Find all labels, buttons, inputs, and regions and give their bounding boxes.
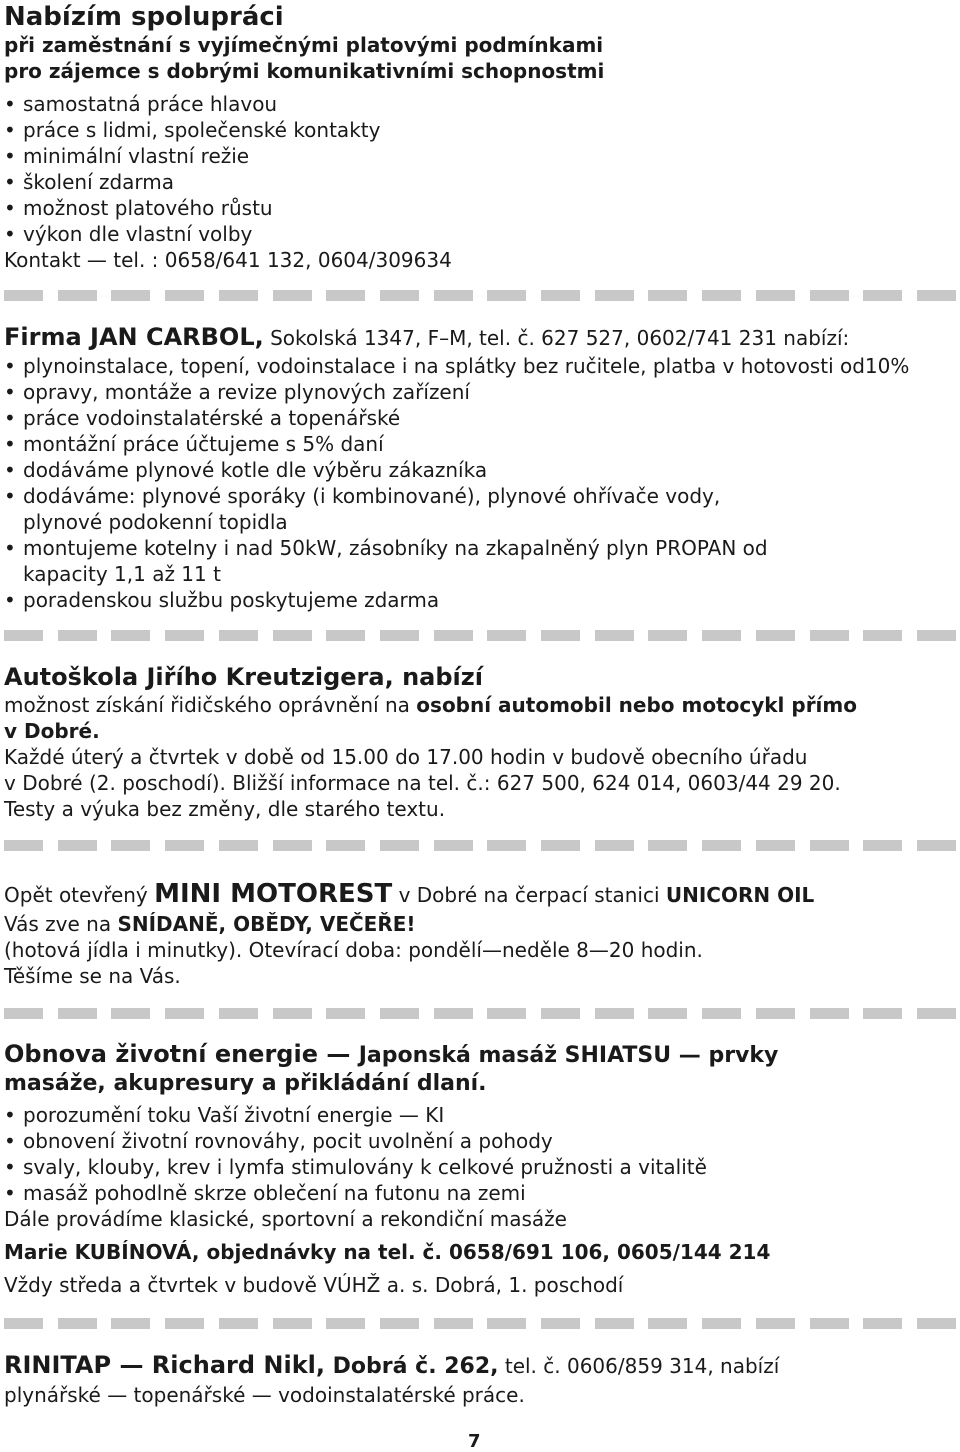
divider-dash xyxy=(648,630,687,641)
divider-dash xyxy=(326,840,365,851)
divider-dash xyxy=(380,1008,419,1019)
divider-dash xyxy=(648,840,687,851)
list-item: • školení zdarma xyxy=(4,169,956,195)
divider-dash xyxy=(58,840,97,851)
divider-dash xyxy=(541,290,580,301)
divider-dash xyxy=(487,1008,526,1019)
section-divider xyxy=(4,1318,956,1329)
ad4-line-4: Těšíme se na Vás. xyxy=(4,964,181,988)
ad4-line-1c: v Dobré na čerpací stanici xyxy=(392,883,666,907)
ad1-subtitle-1: při zaměstnání s vyjímečnými platovými podmínkami xyxy=(4,33,604,57)
ad5-title-a: Obnova životní energie — xyxy=(4,1040,359,1068)
divider-dash xyxy=(863,1008,902,1019)
divider-dash xyxy=(863,840,902,851)
divider-dash xyxy=(111,1008,150,1019)
divider-dash xyxy=(58,290,97,301)
list-item: • práce s lidmi, společenské kontakty xyxy=(4,117,956,143)
list-item: • minimální vlastní režie xyxy=(4,143,956,169)
divider-dash xyxy=(434,840,473,851)
divider-dash xyxy=(487,840,526,851)
ad5-title-b: Japonská masáž SHIATSU — prvky xyxy=(358,1043,779,1068)
divider-dash xyxy=(165,1318,204,1329)
divider-dash xyxy=(541,840,580,851)
divider-dash xyxy=(380,630,419,641)
divider-dash xyxy=(863,1318,902,1329)
list-item: • opravy, montáže a revize plynových zařízení xyxy=(4,379,956,405)
divider-dash xyxy=(541,630,580,641)
divider-dash xyxy=(58,630,97,641)
divider-dash xyxy=(111,630,150,641)
divider-dash xyxy=(165,840,204,851)
divider-dash xyxy=(58,1008,97,1019)
ad3-line-1 xyxy=(4,692,956,718)
ad2-heading xyxy=(4,322,956,353)
list-item: • masáž pohodlně skrze oblečení na futonu na zemi xyxy=(4,1180,956,1206)
divider-dash xyxy=(756,1318,795,1329)
ad4-motorest-name: MINI MOTOREST xyxy=(154,879,393,909)
section-divider xyxy=(4,290,956,301)
list-item: • montážní práce účtujeme s 5% daní xyxy=(4,431,956,457)
divider-dash xyxy=(326,630,365,641)
list-item: • plynoinstalace, topení, vodoinstalace i na splátky bez ručitele, platba v hotovosti od10% xyxy=(4,353,956,379)
divider-dash xyxy=(434,290,473,301)
divider-dash xyxy=(434,1008,473,1019)
divider-dash xyxy=(917,1318,956,1329)
divider-dash xyxy=(702,290,741,301)
divider-dash xyxy=(595,1318,634,1329)
divider-dash xyxy=(863,290,902,301)
section-divider xyxy=(4,840,956,851)
list-item: • výkon dle vlastní volby xyxy=(4,221,956,247)
divider-dash xyxy=(756,1008,795,1019)
ad5-title-line-2: masáže, akupresury a přikládání dlaní. xyxy=(4,1071,487,1096)
divider-dash xyxy=(541,1318,580,1329)
divider-dash xyxy=(4,840,43,851)
divider-dash xyxy=(702,840,741,851)
ad3-line-3: Každé úterý a čtvrtek v době od 15.00 do 17.00 hodin v budově obecního úřadu xyxy=(4,745,808,769)
list-item: • možnost platového růstu xyxy=(4,195,956,221)
divider-dash xyxy=(541,1008,580,1019)
ad4-meals: SNÍDANĚ, OBĚDY, VEČEŘE! xyxy=(117,912,416,936)
ad2-address: Sokolská 1347, F–M, tel. č. 627 527, 0602/741 231 nabízí: xyxy=(270,326,850,350)
divider-dash xyxy=(810,630,849,641)
ad6-company-name: RINITAP — Richard Nikl, xyxy=(4,1351,326,1379)
divider-dash xyxy=(595,1008,634,1019)
list-item: • svaly, klouby, krev i lymfa stimulovány k celkové pružnosti a vitalitě xyxy=(4,1154,956,1180)
divider-dash xyxy=(917,840,956,851)
list-item: • samostatná práce hlavou xyxy=(4,91,956,117)
ad4-line-2a: Vás zve na xyxy=(4,912,118,936)
list-item: • montujeme kotelny i nad 50kW, zásobníky na zkapalněný plyn PROPAN od xyxy=(4,535,956,561)
divider-dash xyxy=(4,1318,43,1329)
ad5-title-line-1 xyxy=(4,1040,956,1070)
list-item: • obnovení životní rovnováhy, pocit uvolnění a pohody xyxy=(4,1128,956,1154)
divider-dash xyxy=(863,630,902,641)
ad-rinitap xyxy=(4,1350,956,1408)
ad4-line-2 xyxy=(4,911,956,937)
list-item: • dodáváme plynové kotle dle výběru zákazníka xyxy=(4,457,956,483)
divider-dash xyxy=(702,1008,741,1019)
divider-dash xyxy=(273,1008,312,1019)
divider-dash xyxy=(4,290,43,301)
ad-autoskola xyxy=(4,662,956,822)
ad3-line-1a: možnost získání řidičského oprávnění na xyxy=(4,693,417,717)
divider-dash xyxy=(165,290,204,301)
divider-dash xyxy=(219,1318,258,1329)
divider-dash xyxy=(487,1318,526,1329)
ad-jan-carbol xyxy=(4,322,956,613)
divider-dash xyxy=(810,290,849,301)
ad4-line-3: (hotová jídla i minutky). Otevírací doba: pondělí—neděle 8—20 hodin. xyxy=(4,938,703,962)
ad1-contact: Kontakt — tel. : 0658/641 132, 0604/309634 xyxy=(4,248,452,272)
list-item: • poradenskou službu poskytujeme zdarma xyxy=(4,587,956,613)
page-number: 7 xyxy=(468,1431,481,1452)
ad2-company-name: Firma JAN CARBOL, xyxy=(4,323,264,351)
divider-dash xyxy=(165,1008,204,1019)
divider-dash xyxy=(326,1318,365,1329)
section-divider xyxy=(4,630,956,641)
divider-dash xyxy=(219,1008,258,1019)
divider-dash xyxy=(58,1318,97,1329)
divider-dash xyxy=(326,290,365,301)
ad6-address: Dobrá č. 262, xyxy=(325,1354,499,1379)
divider-dash xyxy=(326,1008,365,1019)
divider-dash xyxy=(4,630,43,641)
ad3-title: Autoškola Jiřího Kreutzigera, nabízí xyxy=(4,663,483,691)
ad4-station-name: UNICORN OIL xyxy=(665,883,815,907)
divider-dash xyxy=(917,630,956,641)
ad6-services: plynářské — topenářské — vodoinstalatérské práce. xyxy=(4,1383,525,1407)
ad3-line-1b: osobní automobil nebo motocykl přímo xyxy=(416,693,857,717)
ad5-contact: Marie KUBÍNOVÁ, objednávky na tel. č. 0658/691 106, 0605/144 214 xyxy=(4,1240,771,1264)
divider-dash xyxy=(380,1318,419,1329)
divider-dash xyxy=(219,840,258,851)
divider-dash xyxy=(756,290,795,301)
divider-dash xyxy=(702,630,741,641)
divider-dash xyxy=(917,1008,956,1019)
divider-dash xyxy=(219,630,258,641)
divider-dash xyxy=(111,1318,150,1329)
list-item: • porozumění toku Vaší životní energie — KI xyxy=(4,1102,956,1128)
ad-spoluprace xyxy=(4,2,956,273)
divider-dash xyxy=(810,1008,849,1019)
list-item: • práce vodoinstalatérské a topenářské xyxy=(4,405,956,431)
divider-dash xyxy=(434,1318,473,1329)
list-item-continuation: plynové podokenní topidla xyxy=(23,510,288,534)
ad3-line-2: v Dobré. xyxy=(4,719,100,743)
divider-dash xyxy=(273,630,312,641)
divider-dash xyxy=(648,1008,687,1019)
ad3-line-4: v Dobré (2. poschodí). Bližší informace na tel. č.: 627 500, 624 014, 0603/44 29 20. xyxy=(4,771,841,795)
divider-dash xyxy=(273,840,312,851)
divider-dash xyxy=(273,1318,312,1329)
divider-dash xyxy=(165,630,204,641)
ad5-hours: Vždy středa a čtvrtek v budově VÚHŽ a. s. Dobrá, 1. poschodí xyxy=(4,1273,624,1297)
divider-dash xyxy=(595,840,634,851)
divider-dash xyxy=(487,630,526,641)
section-divider xyxy=(4,1008,956,1019)
ad1-subtitle-2: pro zájemce s dobrými komunikativními schopnostmi xyxy=(4,59,605,83)
divider-dash xyxy=(648,290,687,301)
ad5-extra: Dále provádíme klasické, sportovní a rekondiční masáže xyxy=(4,1207,567,1231)
divider-dash xyxy=(487,290,526,301)
divider-dash xyxy=(219,290,258,301)
divider-dash xyxy=(810,1318,849,1329)
divider-dash xyxy=(756,630,795,641)
divider-dash xyxy=(702,1318,741,1329)
divider-dash xyxy=(595,290,634,301)
divider-dash xyxy=(434,630,473,641)
divider-dash xyxy=(111,840,150,851)
divider-dash xyxy=(595,630,634,641)
ad3-line-5: Testy a výuka bez změny, dle starého textu. xyxy=(4,797,446,821)
divider-dash xyxy=(648,1318,687,1329)
divider-dash xyxy=(917,290,956,301)
ad4-line-1a: Opět otevřený xyxy=(4,883,155,907)
ad6-phone: tel. č. 0606/859 314, nabízí xyxy=(498,1354,780,1378)
list-item-continuation: kapacity 1,1 až 11 t xyxy=(23,562,221,586)
divider-dash xyxy=(273,290,312,301)
ad6-heading xyxy=(4,1350,956,1382)
ad1-title: Nabízím spolupráci xyxy=(4,2,284,32)
ad-mini-motorest xyxy=(4,878,956,989)
divider-dash xyxy=(756,840,795,851)
ad4-line-1 xyxy=(4,878,956,911)
divider-dash xyxy=(810,840,849,851)
list-item: • dodáváme: plynové sporáky (i kombinované), plynové ohřívače vody, xyxy=(4,483,956,509)
ad-shiatsu xyxy=(4,1040,956,1298)
divider-dash xyxy=(111,290,150,301)
divider-dash xyxy=(4,1008,43,1019)
divider-dash xyxy=(380,840,419,851)
divider-dash xyxy=(380,290,419,301)
